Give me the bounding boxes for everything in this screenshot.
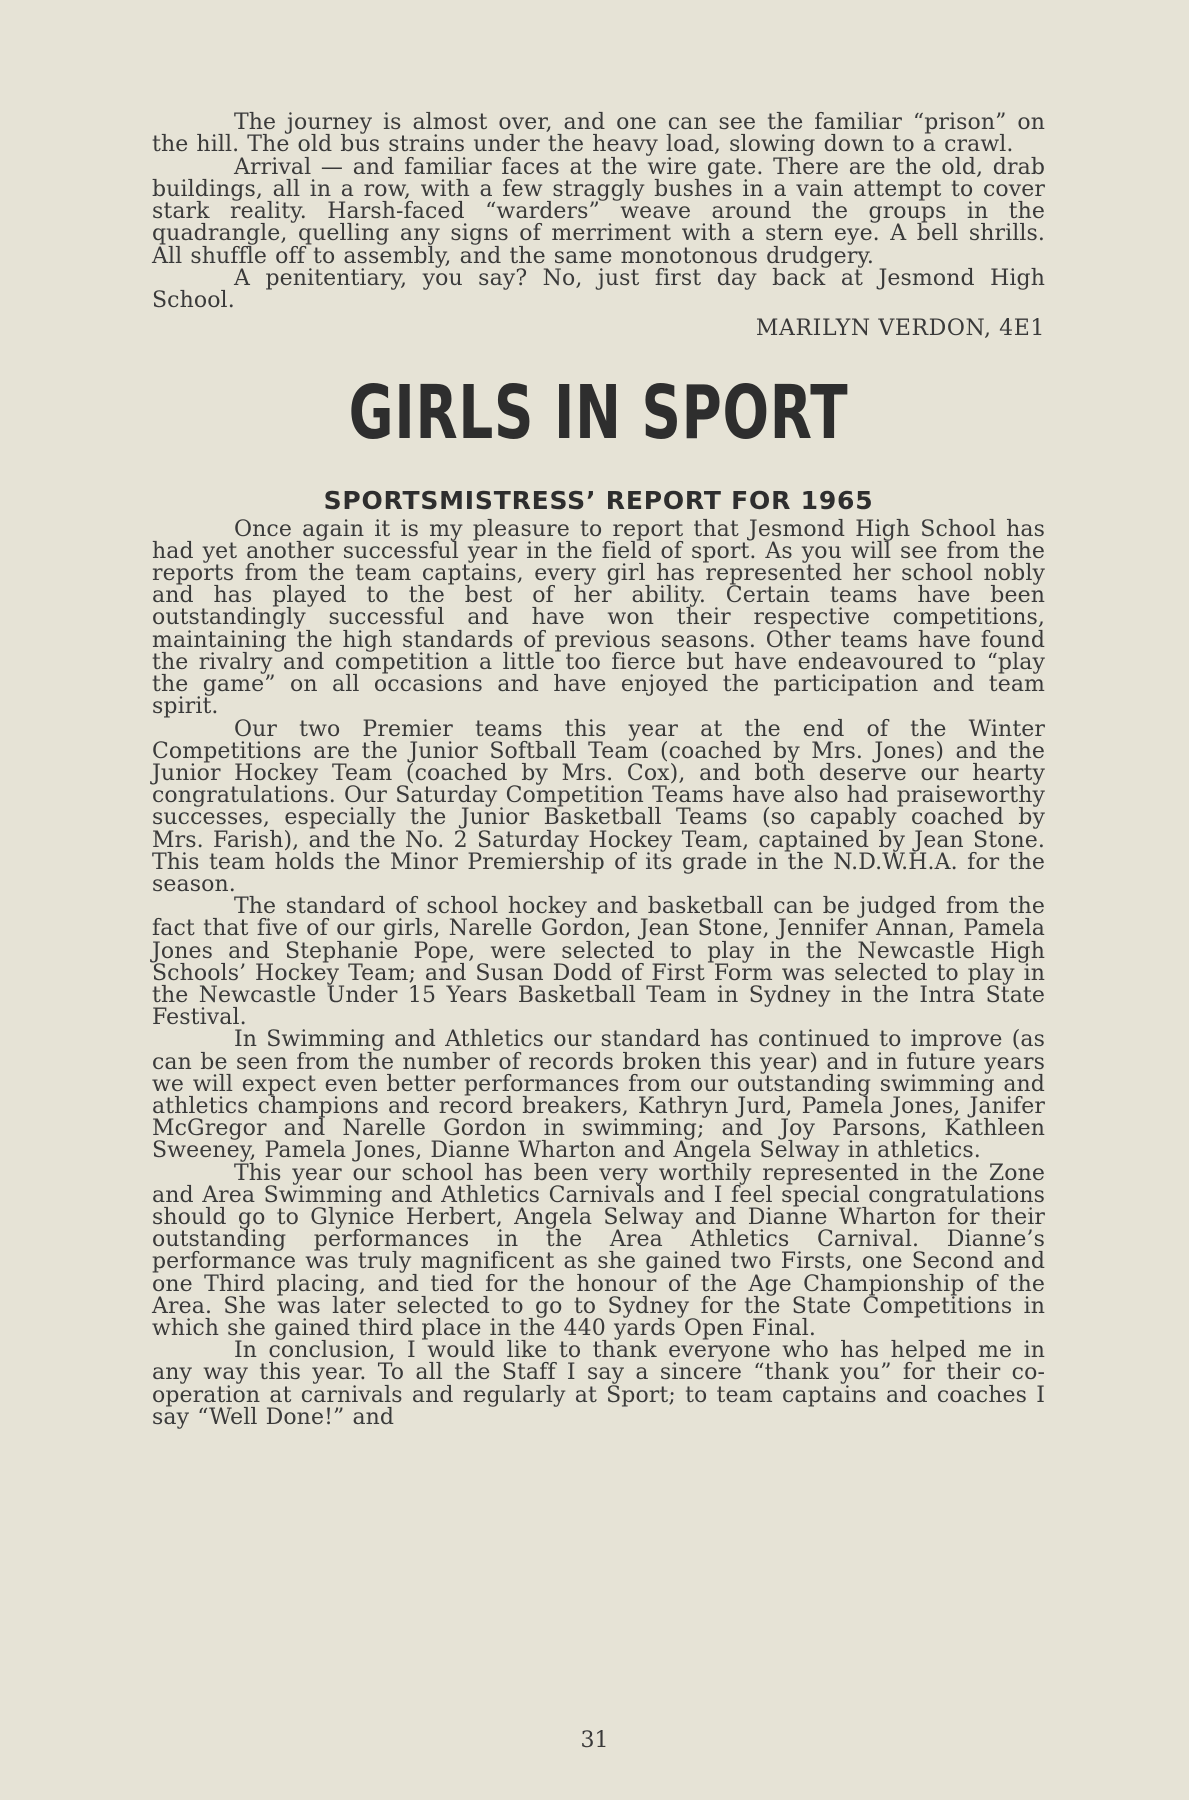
section-title: GIRLS IN SPORT xyxy=(348,369,849,456)
page-number: 31 xyxy=(580,1728,609,1753)
intro-paragraph-3: A penitentiary, you say? No, just first day back at Jesmond High School. xyxy=(152,266,1045,314)
report-heading: SPORTSMISTRESS’ REPORT FOR 1965 xyxy=(323,485,874,515)
intro-paragraph-2: Arrival — and familiar faces at the wire gate. There are the old, drab buildings, all in a row, with a few straggly bushes in a vain attempt to cover stark reality. Harsh-faced “warders” weave around the groups in the quadrangle, quelling any signs of merriment with a stern eye. A bell shrills. All shuffle off to assembly, and the same monotonous drudgery. xyxy=(152,154,1045,269)
report-paragraph-1: Once again it is my pleasure to report that Jesmond High School has had yet another successful year in the field of sport. As you will see from the reports from the team captains, every girl has represented her school nobly and has played to the best of her ability. Certain teams have been outstandingly successful and have won their respective competitions, maintaining the high standards of previous seasons. Other teams have found the rivalry and competition a little too fierce but have endeavoured to “play the game” on all occasions and have enjoyed the participation and team spirit. xyxy=(152,516,1045,720)
report-paragraph-3: The standard of school hockey and basketball can be judged from the fact that five of our girls, Narelle Gordon, Jean Stone, Jennifer Annan, Pamela Jones and Stephanie Pope, were selected to play in the Newcastle High Schools’ Hockey Team; and Susan Dodd of First Form was selected to play in the Newcastle Under 15 Years Basketball Team in Sydney in the Intra State Festival. xyxy=(152,894,1045,1031)
report-paragraph-5: This year our school has been very worthily represented in the Zone and Area Swimming and Athletics Carnivals and I feel special congratulations should go to Glynice Herbert, Angela Selway and Dianne Wharton for their outstanding performances in the Area Athletics Carnival. Dianne’s performance was truly magnificent as she gained two Firsts, one Second and one Third placing, and tied for the honour of the Age Championship of the Area. She was later selected to go to Sydney for the State Competitions in which she gained third place in the 440 yards Open Final. xyxy=(152,1160,1045,1341)
report-paragraph-2: Our two Premier teams this year at the end of the Winter Competitions are the Junior Softball Team (coached by Mrs. Jones) and the Junior Hockey Team (coached by Mrs. Cox), and both deserve our hearty congratulations. Our Saturday Competition Teams have also had praiseworthy successes, especially the Junior Basketball Teams (so capably coached by Mrs. Farish), and the No. 2 Saturday Hockey Team, captained by Jean Stone. This team holds the Minor Premiership of its grade in the N.D.W.H.A. for the season. xyxy=(152,716,1045,897)
report-paragraph-6: In conclusion, I would like to thank everyone who has helped me in any way this year. To all the Staff I say a sincere “thank you” for their co-operation at carnivals and regularly at Sport; to team captains and coaches I say “Well Done!” and xyxy=(152,1338,1045,1430)
intro-paragraph-1: The journey is almost over, and one can see the familiar “prison” on the hill. The old bus strains under the heavy load, slowing down to a crawl. xyxy=(152,110,1045,158)
sportsmistress-report xyxy=(152,487,1045,1429)
report-paragraph-4: In Swimming and Athletics our standard has continued to improve (as can be seen from the number of records broken this year) and in future years we will expect even better performances from our outstanding swimming and athletics champions and record breakers, Kathryn Jurd, Pamela Jones, Janifer McGregor and Narelle Gordon in swimming; and Joy Parsons, Kathleen Sweeney, Pamela Jones, Dianne Wharton and Angela Selway in athletics. xyxy=(152,1027,1045,1164)
author-byline: MARILYN VERDON, 4E1 xyxy=(755,315,1045,341)
intro-story xyxy=(152,112,1045,341)
